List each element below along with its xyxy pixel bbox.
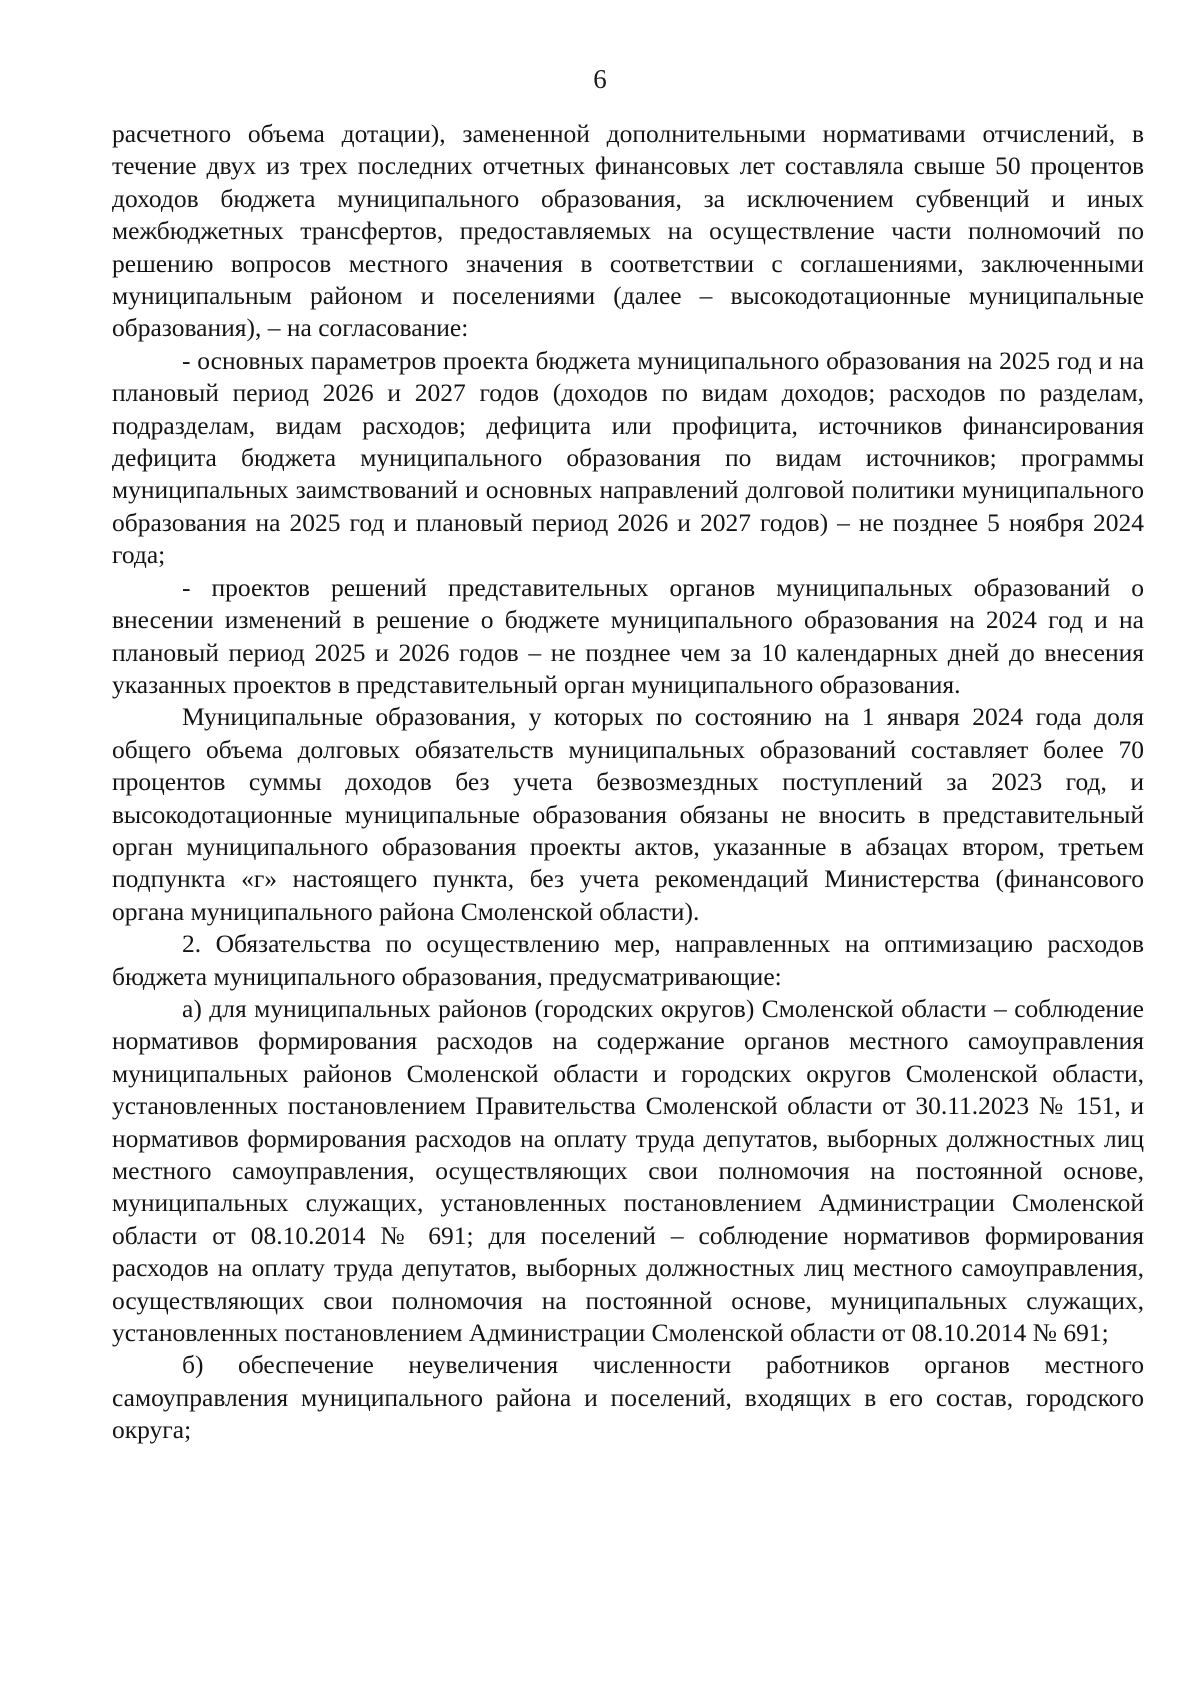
paragraph-list-item-budget-parameters: - основных параметров проекта бюджета муниципального образования на 2025 год и на плановый период 2026 и 2027 годов (доходов по видам доходов; расходов по разделам, подразделам, видам расходов; дефицита или профицита, источников финансирования дефицита бюджета муниципального образования по видам источников; программы муниципальных заимствований и основных направлений долговой политики муниципального образования на 2025 год и плановый период 2026 и 2027 годов) – не позднее 5 ноября 2024 года; — [112, 345, 1144, 570]
document-body — [112, 118, 1144, 1447]
paragraph-section-2: 2. Обязательства по осуществлению мер, направленных на оптимизацию расходов бюджета муниципального образования, предусматривающие: — [112, 929, 1144, 991]
page-number: 6 — [593, 64, 607, 94]
paragraph-debt-obligations: Муниципальные образования, у которых по состоянию на 1 января 2024 года доля общего объема долговых обязательств муниципальных образований составляет более 70 процентов суммы доходов без учета безвозмездных поступлений за 2023 год, и высокодотационные муниципальные образования обязаны не вносить в представительный орган муниципального образования проекты актов, указанные в абзацах втором, третьем подпункта «г» настоящего пункта, без учета рекомендаций Министерства (финансового органа муниципального района Смоленской области). — [112, 702, 1144, 926]
paragraph-subitem-a: а) для муниципальных районов (городских округов) Смоленской области – соблюдение нормативов формирования расходов на содержание органов местного самоуправления муниципальных районов Смоленской области и городских округов Смоленской области, установленных постановлением Правительства Смоленской области от 30.11.2023 № 151, и нормативов формирования расходов на оплату труда депутатов, выборных должностных лиц местного самоуправления, осуществляющих свои полномочия на постоянной основе, муниципальных служащих, установленных постановлением Администрации Смоленской области от 08.10.2014 № 691; для поселений – соблюдение нормативов формирования расходов на оплату труда депутатов, выборных должностных лиц местного самоуправления, осуществляющих свои полномочия на постоянной основе, муниципальных служащих, установленных постановлением Администрации Смоленской области от 08.10.2014 № 691; — [112, 993, 1144, 1348]
paragraph-list-item-draft-decisions: - проектов решений представительных органов муниципальных образований о внесении изменений в решение о бюджете муниципального образования на 2024 год и на плановый период 2025 и 2026 годов – не позднее чем за 10 календарных дней до внесения указанных проектов в представительный орган муниципального образования. — [112, 572, 1144, 699]
paragraph-subitem-b: б) обеспечение неувеличения численности работников органов местного самоуправления муниципального района и поселений, входящих в его состав, городского округа; — [112, 1350, 1144, 1445]
paragraph-continuation: расчетного объема дотации), замененной дополнительными нормативами отчислений, в течение двух из трех последних отчетных финансовых лет составляла свыше 50 процентов доходов бюджета муниципального образования, за исключением субвенций и иных межбюджетных трансфертов, предоставляемых на осуществление части полномочий по решению вопросов местного значения в соответствии с соглашениями, заключенными муниципальным районом и поселениями (далее – высокодотационные муниципальные образования), – на согласование: — [112, 119, 1144, 343]
